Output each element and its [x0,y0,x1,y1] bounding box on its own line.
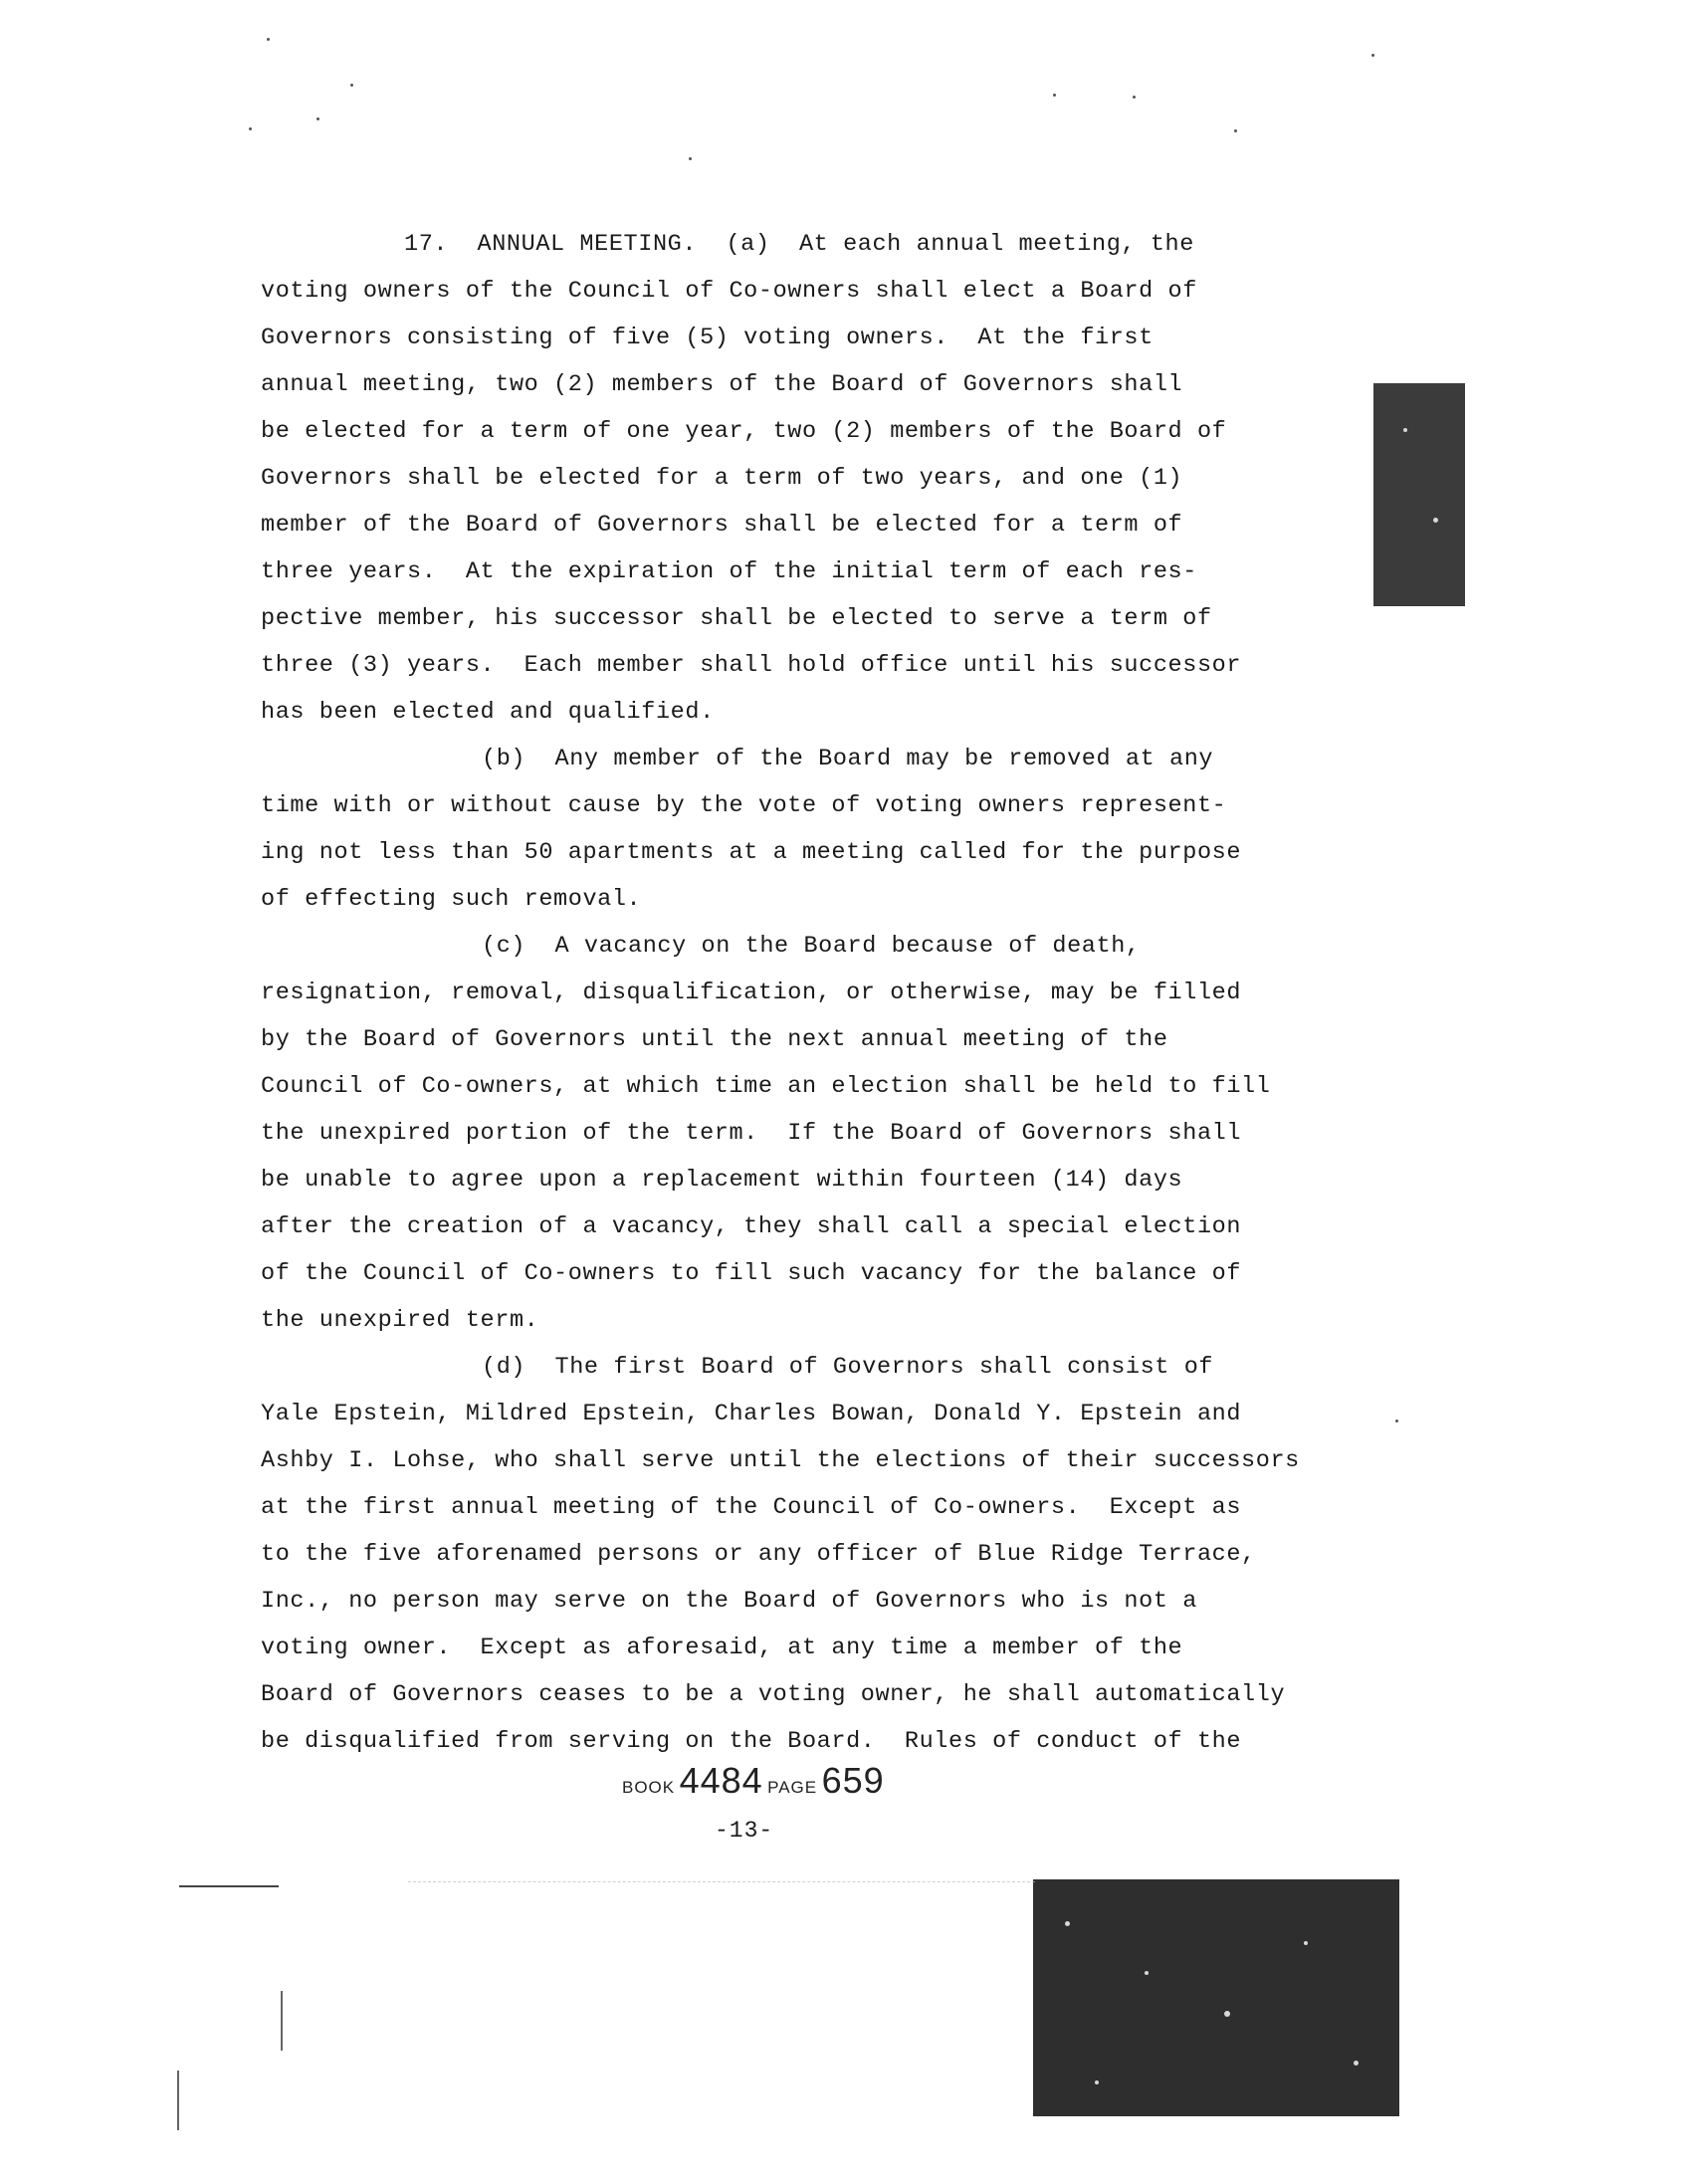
text-line: annual meeting, two (2) members of the Board of Governors shall [261,371,1183,398]
scan-speck [1395,1420,1398,1422]
text-line: Ashby I. Lohse, who shall serve until the elections of their successors [261,1447,1300,1474]
text-line: to the five aforenamed persons or any officer of Blue Ridge Terrace, [261,1541,1256,1568]
text-line: three years. At the expiration of the initial term of each res- [261,558,1197,585]
scan-light-strip [408,1881,1035,1986]
text-line: the unexpired portion of the term. If the Board of Governors shall [261,1120,1242,1147]
text-line: voting owner. Except as aforesaid, at any time a member of the [261,1635,1183,1661]
text-line: Council of Co-owners, at which time an election shall be held to fill [261,1073,1271,1100]
page-number: -13- [715,1818,774,1844]
text-line: be elected for a term of one year, two (2) members of the Board of [261,418,1227,445]
book-page-reference [622,1760,885,1802]
page-label: PAGE [767,1778,818,1797]
text-line: of the Council of Co-owners to fill such vacancy for the balance of [261,1260,1242,1287]
text-line: be unable to agree upon a replacement within fourteen (14) days [261,1167,1183,1194]
scan-speck [1053,94,1056,97]
text-line: after the creation of a vacancy, they shall call a special election [261,1213,1242,1240]
book-label: BOOK [622,1778,676,1797]
scan-speck [249,127,252,130]
scan-speck [689,157,692,160]
scan-speckle [1145,1971,1149,1975]
text-line: of effecting such removal. [261,886,642,913]
text-line: the unexpired term. [261,1307,539,1334]
text-line: by the Board of Governors until the next annual meeting of the [261,1026,1168,1053]
text-line: (d) The first Board of Governors shall consist of [482,1354,1214,1381]
book-number: 4484 [679,1760,763,1801]
text-line: (c) A vacancy on the Board because of death, [482,933,1141,960]
scan-speck [350,84,353,87]
scan-speck [267,38,270,41]
text-line: has been elected and qualified. [261,699,715,726]
document-body [261,221,1336,1765]
scan-line [177,2071,179,2130]
text-line: at the first annual meeting of the Council of Co-owners. Except as [261,1494,1242,1521]
text-line: be disqualified from serving on the Board. Rules of conduct of the [261,1728,1242,1755]
scan-speck [1371,54,1374,57]
scan-speckle [1433,518,1438,523]
scan-speckle [1065,1921,1070,1926]
text-line: Governors shall be elected for a term of two years, and one (1) [261,465,1183,492]
scan-line [281,1991,283,2051]
scan-dark-block [1033,1879,1399,2116]
text-line: (b) Any member of the Board may be removed at any [482,746,1214,772]
scan-speckle [1095,2080,1099,2084]
text-line: voting owners of the Council of Co-owners shall elect a Board of [261,278,1197,305]
text-line: Governors consisting of five (5) voting owners. At the first [261,325,1154,351]
text-line: three (3) years. Each member shall hold office until his successor [261,652,1242,679]
scan-speckle [1403,428,1407,432]
text-line: Yale Epstein, Mildred Epstein, Charles Bowan, Donald Y. Epstein and [261,1401,1242,1427]
text-line: time with or without cause by the vote of voting owners represent- [261,792,1227,819]
text-line: 17. ANNUAL MEETING. (a) At each annual meeting, the [404,231,1194,258]
scan-speck [316,117,319,120]
text-line: pective member, his successor shall be elected to serve a term of [261,605,1212,632]
scan-speck [1234,129,1237,132]
scan-speckle [1354,2061,1359,2066]
text-line: ing not less than 50 apartments at a meeting called for the purpose [261,839,1242,866]
scan-speckle [1304,1941,1308,1945]
text-line: resignation, removal, disqualification, or otherwise, may be filled [261,980,1242,1006]
page-reference: 659 [821,1760,885,1801]
scan-rule [179,1885,279,1887]
scan-speckle [1224,2011,1230,2017]
text-line: Board of Governors ceases to be a voting owner, he shall automatically [261,1681,1286,1708]
scan-dark-mark [1373,383,1465,606]
text-line: member of the Board of Governors shall be elected for a term of [261,512,1183,539]
text-line: Inc., no person may serve on the Board of Governors who is not a [261,1588,1197,1615]
scan-speck [1133,96,1136,99]
